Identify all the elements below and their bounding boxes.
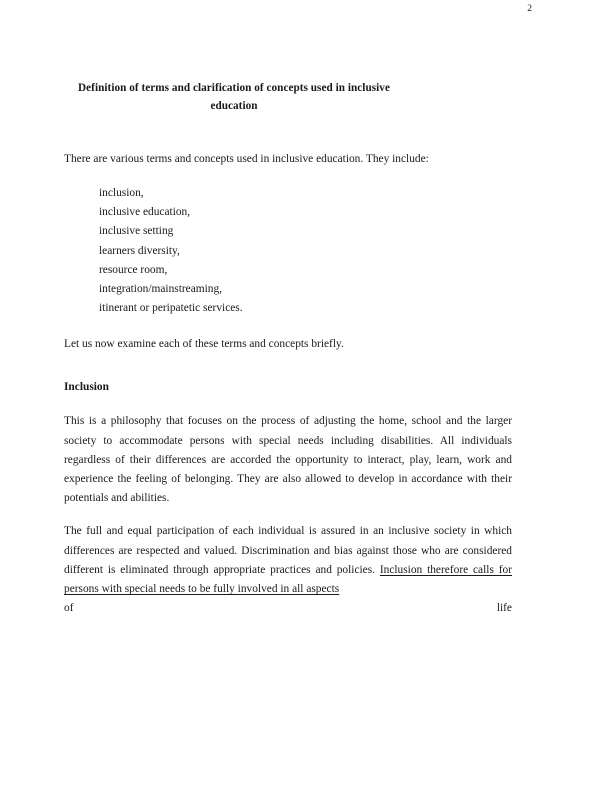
intro-paragraph: There are various terms and concepts used in inclusive education. They include:: [64, 153, 429, 165]
list-item: resource room,: [99, 263, 168, 276]
body-paragraph-2: [64, 508, 512, 618]
list-item: inclusion,: [99, 187, 144, 199]
page-title-line-2: education: [210, 99, 258, 112]
page-number: 2: [527, 4, 532, 14]
document-body: [64, 80, 512, 618]
body-paragraph-2-tail-left: of: [64, 602, 74, 615]
page-title: [64, 80, 404, 115]
terms-list: [64, 167, 512, 318]
section-heading-inclusion: Inclusion: [64, 381, 109, 394]
body-paragraph-2-tail: [64, 599, 512, 618]
body-paragraph-1: This is a philosophy that focuses on the process of adjusting the home, school and the larger society to accommodate persons with special needs including disabilities. All individuals regardless of their differences are accorded the opportunity to interact, play, learn, work and experience the feeling of belonging. They are also allowed to develop in accordance with their potentials and abilities.: [64, 415, 512, 505]
list-item: inclusive setting: [99, 225, 174, 238]
list-item: itinerant or peripatetic services.: [99, 302, 243, 315]
body-paragraph-2-tail-right: life: [496, 602, 512, 615]
body-paragraph-2-underlined: Inclusion therefore calls for persons with special needs to be fully involved in all aspects: [64, 563, 512, 596]
page-title-line-1: Definition of terms and clarification of concepts used in inclusive: [78, 82, 390, 94]
list-item: inclusive education,: [99, 206, 191, 219]
list-item: integration/mainstreaming,: [99, 283, 223, 296]
closing-paragraph: Let us now examine each of these terms and concepts briefly.: [64, 338, 344, 351]
body-paragraph-2-plain: The full and equal participation of each individual is assured in an inclusive society in which differences are respected and valued. Discrimination and bias against those who are considered different is eliminated through appropriate practices and policies.: [64, 525, 512, 576]
list-item: learners diversity,: [99, 244, 180, 257]
